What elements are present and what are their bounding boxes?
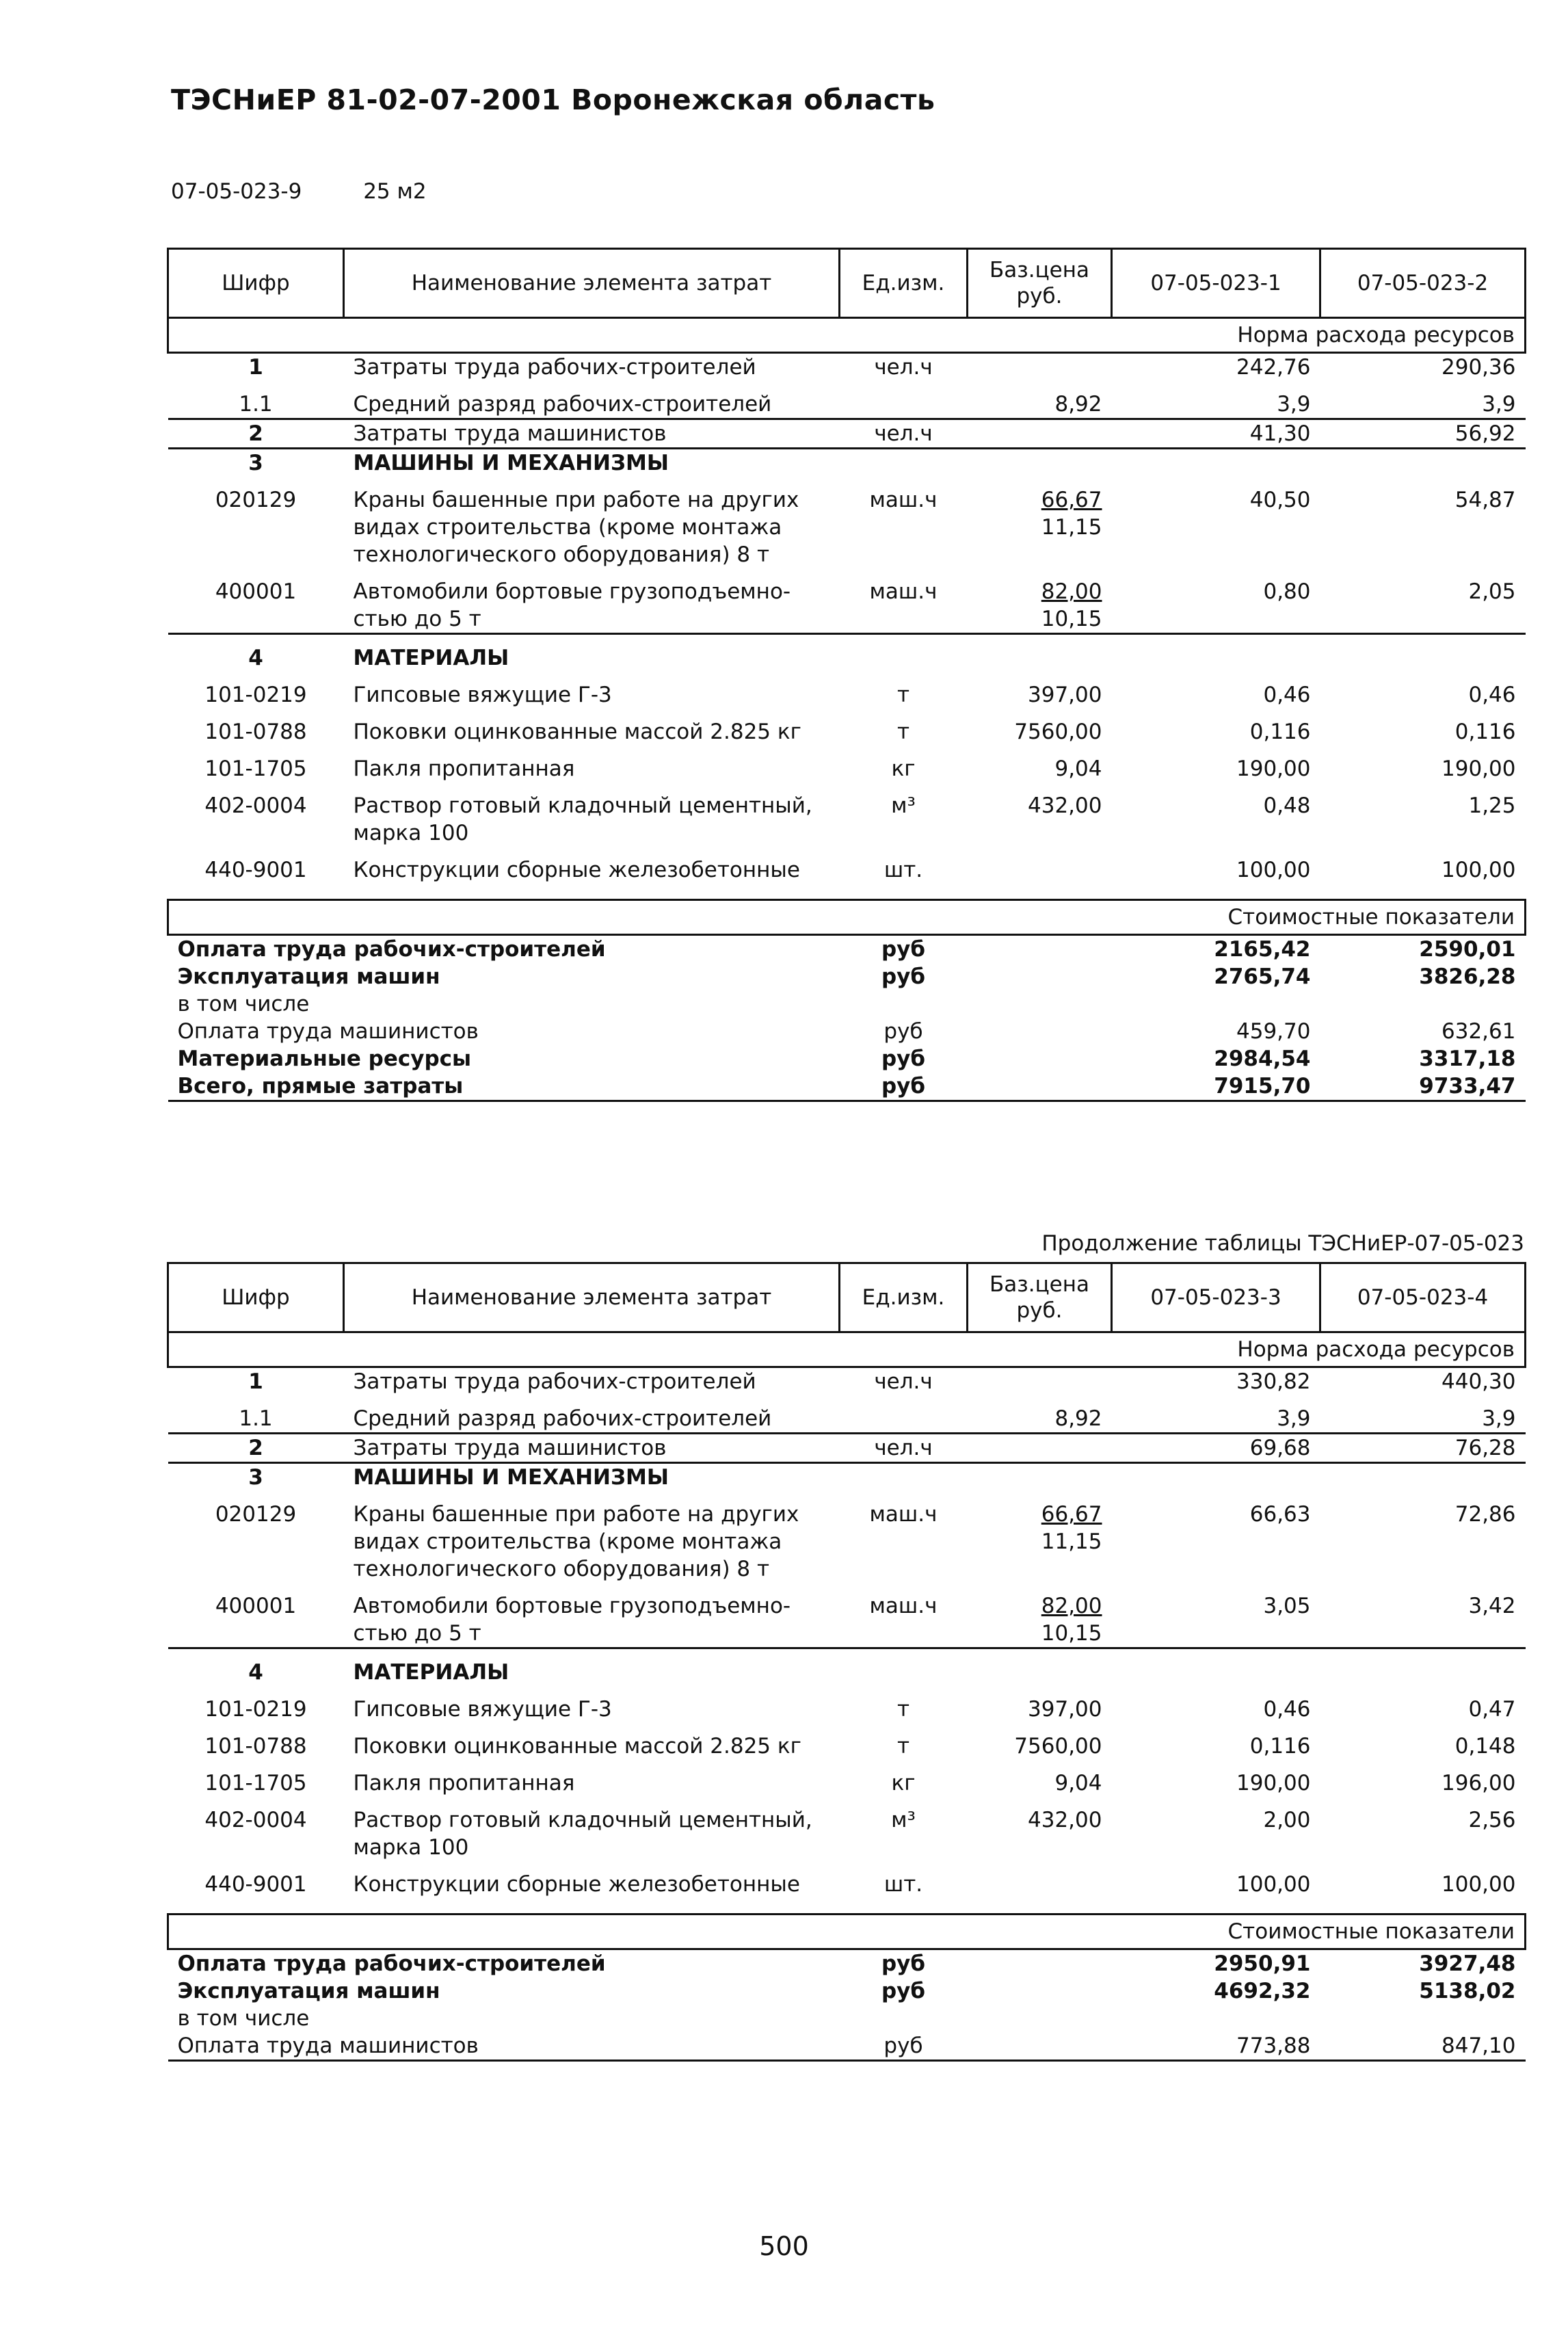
table-row <box>168 847 1526 900</box>
row-value-b: 76,28 <box>1320 1434 1526 1463</box>
cost-value-a: 2984,54 <box>1214 1047 1311 1071</box>
cost-empty <box>968 990 1112 1018</box>
column-header-price <box>968 249 1112 318</box>
row-price <box>968 746 1112 782</box>
table-row <box>168 782 1526 847</box>
table-row <box>168 381 1526 419</box>
row-unit: чел.ч <box>874 355 933 380</box>
row-value-a: 100,00 <box>1236 1872 1311 1897</box>
cost-value-a <box>1112 2005 1320 2032</box>
row-code: 101-0788 <box>204 720 307 744</box>
row-unit: маш.ч <box>869 1502 938 1527</box>
row-price <box>968 1648 1112 1687</box>
row-unit: чел.ч <box>840 1434 968 1463</box>
row-price-value: 9,04 <box>1054 756 1102 781</box>
row-name: Раствор готовый кладочный цементный, марка 100 <box>353 793 812 845</box>
row-price <box>968 1797 1112 1861</box>
row-code: 1.1 <box>239 392 273 417</box>
cost-unit: руб <box>840 1073 968 1101</box>
row-unit: маш.ч <box>869 488 938 512</box>
row-code: 440-9001 <box>204 858 307 882</box>
row-price <box>968 782 1112 847</box>
row-name: Затраты труда машинистов <box>344 1434 840 1463</box>
row-unit: шт. <box>883 858 923 882</box>
cost-unit: руб <box>883 1019 923 1044</box>
cost-empty <box>968 1949 1112 1978</box>
row-value-a <box>1112 634 1320 672</box>
row-unit <box>840 381 968 419</box>
cost-unit: руб <box>881 937 926 962</box>
page-number: 500 <box>759 2231 809 2261</box>
row-value-b: 3,42 <box>1468 1594 1516 1618</box>
row-value-a <box>1112 1648 1320 1687</box>
table-row <box>168 1861 1526 1915</box>
cost-empty <box>968 2005 1112 2032</box>
row-price <box>968 568 1112 634</box>
cost-name: в том числе <box>177 992 310 1016</box>
cost-name: в том числе <box>177 2006 310 2031</box>
row-price <box>968 709 1112 746</box>
row-unit: чел.ч <box>874 1369 933 1394</box>
column-header-price-line2: руб. <box>1016 1298 1063 1323</box>
table-row <box>168 1723 1526 1760</box>
cost-value-b: 9733,47 <box>1320 1073 1526 1101</box>
row-value-a: 66,63 <box>1249 1502 1311 1527</box>
row-value-b <box>1320 449 1526 477</box>
row-code: 402-0004 <box>204 793 307 818</box>
row-code: 101-0219 <box>204 683 307 707</box>
column-header-code-b: 07-05-023-2 <box>1320 249 1526 318</box>
row-value-b: 100,00 <box>1441 1872 1516 1897</box>
row-value-b: 54,87 <box>1454 488 1516 512</box>
row-unit <box>840 1463 968 1492</box>
cost-name: Эксплуатация машин <box>177 964 440 989</box>
row-price-value: 7560,00 <box>1014 1734 1102 1759</box>
cost-value-b <box>1320 990 1526 1018</box>
table-row <box>168 1367 1526 1396</box>
cost-section-label: Стоимостные показатели <box>168 1915 1526 1949</box>
table-row <box>168 477 1526 568</box>
cost-unit <box>840 990 968 1018</box>
table-row <box>168 746 1526 782</box>
row-value-b: 196,00 <box>1441 1771 1516 1795</box>
cost-empty <box>968 1045 1112 1073</box>
row-code: 1 <box>248 1369 263 1394</box>
row-price <box>968 1760 1112 1797</box>
row-price <box>968 1463 1112 1492</box>
cost-row <box>168 935 1526 964</box>
column-header-price-line1: Баз.цена <box>989 258 1090 282</box>
row-code: 020129 <box>215 1502 297 1527</box>
row-price-wage: 11,15 <box>1041 515 1102 540</box>
row-price <box>968 477 1112 568</box>
row-name: Поковки оцинкованные массой 2.825 кг <box>353 720 801 744</box>
cost-empty <box>968 1018 1112 1045</box>
cost-empty <box>968 1073 1112 1101</box>
row-value-b: 72,86 <box>1454 1502 1516 1527</box>
cost-name: Материальные ресурсы <box>177 1047 472 1071</box>
cost-name: Оплата труда машинистов <box>168 2032 840 2061</box>
row-price <box>968 1395 1112 1434</box>
row-name: Средний разряд рабочих-строителей <box>353 392 772 417</box>
cost-value-b: 847,10 <box>1320 2032 1526 2061</box>
table-row <box>168 672 1526 709</box>
row-value-a: 0,46 <box>1263 1697 1311 1722</box>
row-price-value: 8,92 <box>1054 1406 1102 1431</box>
cost-value-b: 3317,18 <box>1419 1047 1516 1071</box>
row-unit <box>840 634 968 672</box>
row-name: Краны башенные при работе на других видах строительства (кроме монтажа технологического оборудования) 8 т <box>353 1502 799 1581</box>
row-unit: кг <box>891 1771 916 1795</box>
table-row <box>168 449 1526 477</box>
row-price <box>968 449 1112 477</box>
row-value-a: 242,76 <box>1236 355 1311 380</box>
row-price <box>968 1861 1112 1915</box>
row-name: Краны башенные при работе на других видах строительства (кроме монтажа технологического оборудования) 8 т <box>353 488 799 567</box>
row-price <box>968 847 1112 900</box>
row-price-value: 397,00 <box>1028 683 1102 707</box>
cost-row <box>168 1018 1526 1045</box>
row-code: 400001 <box>215 579 297 604</box>
row-code: 400001 <box>215 1594 297 1618</box>
row-value-a: 0,116 <box>1249 1734 1311 1759</box>
row-value-a: 2,00 <box>1263 1808 1311 1832</box>
row-price <box>968 1723 1112 1760</box>
table-row <box>168 1648 1526 1687</box>
cost-name: Эксплуатация машин <box>177 1979 440 2003</box>
cost-name: Оплата труда рабочих-строителей <box>177 1951 606 1976</box>
row-price <box>968 1491 1112 1583</box>
column-header-price <box>968 1263 1112 1332</box>
norm-section-label: Норма расхода ресурсов <box>168 318 1526 353</box>
row-price-wage: 10,15 <box>1041 607 1102 631</box>
table-row <box>168 419 1526 449</box>
row-code: 101-0219 <box>204 1697 307 1722</box>
row-unit: т <box>896 1734 910 1759</box>
cost-unit: руб <box>881 1951 926 1976</box>
column-header-price-line2: руб. <box>1016 284 1063 308</box>
row-value-b: 0,116 <box>1454 720 1516 744</box>
cost-value-b: 632,61 <box>1441 1019 1516 1044</box>
norm-section-label: Норма расхода ресурсов <box>168 1332 1526 1367</box>
row-code: 402-0004 <box>204 1808 307 1832</box>
row-value-a: 100,00 <box>1236 858 1311 882</box>
row-name: Конструкции сборные железобетонные <box>353 1872 800 1897</box>
cost-value-a: 773,88 <box>1112 2032 1320 2061</box>
table-row <box>168 1463 1526 1492</box>
row-unit: шт. <box>883 1872 923 1897</box>
row-name: Пакля пропитанная <box>353 756 575 781</box>
row-value-b: 1,25 <box>1468 793 1516 818</box>
cost-empty <box>968 963 1112 990</box>
row-code: 4 <box>168 634 344 672</box>
cost-value-b: 2590,01 <box>1419 937 1516 962</box>
row-name: МАШИНЫ И МЕХАНИЗМЫ <box>344 1463 840 1492</box>
cost-unit: руб <box>840 2032 968 2061</box>
row-unit: м³ <box>891 793 916 818</box>
cost-unit: руб <box>881 1047 926 1071</box>
row-price <box>968 672 1112 709</box>
row-value-b: 100,00 <box>1441 858 1516 882</box>
row-value-a: 40,50 <box>1249 488 1311 512</box>
row-unit: маш.ч <box>869 1594 938 1618</box>
column-header-price-line1: Баз.цена <box>989 1272 1090 1297</box>
table-row <box>168 709 1526 746</box>
table-row <box>168 1434 1526 1463</box>
column-header-code-b: 07-05-023-4 <box>1320 1263 1526 1332</box>
row-value-b <box>1320 1463 1526 1492</box>
row-name: Автомобили бортовые грузоподъемно-стью до 5 т <box>353 579 791 631</box>
row-price <box>968 381 1112 419</box>
row-value-b: 3,9 <box>1482 1406 1516 1431</box>
row-value-a <box>1112 1463 1320 1492</box>
table-row <box>168 1491 1526 1583</box>
row-unit <box>840 1648 968 1687</box>
cost-row <box>168 1977 1526 2005</box>
row-code: 3 <box>168 449 344 477</box>
table-unit: 25 м2 <box>363 179 427 204</box>
row-price-value: 82,00 <box>1041 1594 1102 1618</box>
row-value-b: 56,92 <box>1320 419 1526 449</box>
row-value-b: 0,47 <box>1468 1697 1516 1722</box>
row-code: 101-1705 <box>204 1771 307 1795</box>
cost-row <box>168 2032 1526 2061</box>
row-name: МАТЕРИАЛЫ <box>344 634 840 672</box>
row-name: Раствор готовый кладочный цементный, марка 100 <box>353 1808 812 1860</box>
row-name: МАТЕРИАЛЫ <box>344 1648 840 1687</box>
cost-name: Оплата труда машинистов <box>177 1019 479 1044</box>
row-name: Затраты труда рабочих-строителей <box>353 355 756 380</box>
row-code: 020129 <box>215 488 297 512</box>
row-price <box>968 419 1112 449</box>
cost-unit: руб <box>881 964 926 989</box>
row-price <box>968 1434 1112 1463</box>
cost-value-b: 3927,48 <box>1419 1951 1516 1976</box>
row-code: 1.1 <box>239 1406 273 1431</box>
cost-row <box>168 2005 1526 2032</box>
row-price-value: 82,00 <box>1041 579 1102 604</box>
cost-row <box>168 1073 1526 1101</box>
column-header-unit: Ед.изм. <box>840 1263 968 1332</box>
table-row <box>168 1686 1526 1723</box>
table-code: 07-05-023-9 <box>171 179 302 204</box>
row-name: Гипсовые вяжущие Г-3 <box>353 1697 612 1722</box>
row-value-a: 3,9 <box>1277 1406 1311 1431</box>
row-value-a: 69,68 <box>1112 1434 1320 1463</box>
column-header-shifr: Шифр <box>168 1263 344 1332</box>
cost-row <box>168 1949 1526 1978</box>
row-price <box>968 1367 1112 1396</box>
row-value-a: 0,116 <box>1249 720 1311 744</box>
row-value-b: 190,00 <box>1441 756 1516 781</box>
row-price-value: 9,04 <box>1054 1771 1102 1795</box>
cost-value-b <box>1320 2005 1526 2032</box>
row-name: Гипсовые вяжущие Г-3 <box>353 683 612 707</box>
row-value-a: 0,46 <box>1263 683 1311 707</box>
table-row <box>168 1797 1526 1861</box>
continuation-note: Продолжение таблицы ТЭСНиЕР-07-05-023 <box>1041 1231 1524 1256</box>
row-unit: чел.ч <box>840 419 968 449</box>
row-unit: кг <box>891 756 916 781</box>
row-price-value: 432,00 <box>1028 1808 1102 1832</box>
resource-table-2 <box>167 1262 1526 2062</box>
table-row <box>168 1395 1526 1434</box>
cost-name: Всего, прямые затраты <box>168 1073 840 1101</box>
row-value-a <box>1112 449 1320 477</box>
row-value-a: 330,82 <box>1236 1369 1311 1394</box>
table-row <box>168 568 1526 634</box>
row-unit <box>840 449 968 477</box>
column-header-unit: Ед.изм. <box>840 249 968 318</box>
table-row <box>168 1760 1526 1797</box>
cost-row <box>168 1045 1526 1073</box>
row-value-b: 3,9 <box>1482 392 1516 417</box>
row-price-value: 8,92 <box>1054 392 1102 417</box>
row-value-b: 2,05 <box>1468 579 1516 604</box>
column-header-code-a: 07-05-023-3 <box>1112 1263 1320 1332</box>
row-value-a: 3,9 <box>1277 392 1311 417</box>
cost-empty <box>968 935 1112 964</box>
cost-value-b: 5138,02 <box>1419 1979 1516 2003</box>
cost-value-a: 2165,42 <box>1214 937 1311 962</box>
cost-row <box>168 990 1526 1018</box>
cost-unit <box>840 2005 968 2032</box>
table-row <box>168 353 1526 382</box>
row-code: 101-1705 <box>204 756 307 781</box>
cost-value-a <box>1112 990 1320 1018</box>
row-value-b <box>1320 634 1526 672</box>
row-value-b: 290,36 <box>1441 355 1516 380</box>
cost-value-a: 2765,74 <box>1214 964 1311 989</box>
row-price-wage: 11,15 <box>1041 1529 1102 1554</box>
row-unit <box>840 1395 968 1434</box>
row-unit: маш.ч <box>869 579 938 604</box>
row-code: 2 <box>168 1434 344 1463</box>
row-unit: т <box>896 683 910 707</box>
row-value-b: 2,56 <box>1468 1808 1516 1832</box>
row-value-a: 190,00 <box>1236 1771 1311 1795</box>
row-price-wage: 10,15 <box>1041 1621 1102 1646</box>
row-price-value: 66,67 <box>1041 1502 1102 1527</box>
table-row <box>168 1583 1526 1648</box>
cost-value-a: 2950,91 <box>1214 1951 1311 1976</box>
cost-value-a: 459,70 <box>1236 1019 1311 1044</box>
row-name: Пакля пропитанная <box>353 1771 575 1795</box>
row-name: Затраты труда рабочих-строителей <box>353 1369 756 1394</box>
row-name: Поковки оцинкованные массой 2.825 кг <box>353 1734 801 1759</box>
row-code: 101-0788 <box>204 1734 307 1759</box>
column-header-name: Наименование элемента затрат <box>344 1263 840 1332</box>
row-value-a: 190,00 <box>1236 756 1311 781</box>
row-value-b: 0,46 <box>1468 683 1516 707</box>
row-price <box>968 353 1112 382</box>
resource-table-1 <box>167 248 1526 1102</box>
row-unit: т <box>896 720 910 744</box>
row-name: Затраты труда машинистов <box>344 419 840 449</box>
row-value-b <box>1320 1648 1526 1687</box>
row-value-a: 0,48 <box>1263 793 1311 818</box>
row-code: 3 <box>168 1463 344 1492</box>
row-price-value: 432,00 <box>1028 793 1102 818</box>
cost-empty <box>968 1977 1112 2005</box>
column-header-shifr: Шифр <box>168 249 344 318</box>
row-price-value: 66,67 <box>1041 488 1102 512</box>
column-header-code-a: 07-05-023-1 <box>1112 249 1320 318</box>
row-value-a: 3,05 <box>1263 1594 1311 1618</box>
cost-value-a: 7915,70 <box>1112 1073 1320 1101</box>
cost-name: Оплата труда рабочих-строителей <box>177 937 606 962</box>
row-price <box>968 1583 1112 1648</box>
cost-value-a: 4692,32 <box>1214 1979 1311 2003</box>
cost-section-label: Стоимостные показатели <box>168 900 1526 935</box>
row-name: Средний разряд рабочих-строителей <box>353 1406 772 1431</box>
row-unit: м³ <box>891 1808 916 1832</box>
row-price <box>968 634 1112 672</box>
row-code: 4 <box>168 1648 344 1687</box>
row-name: Конструкции сборные железобетонные <box>353 858 800 882</box>
row-price-value: 397,00 <box>1028 1697 1102 1722</box>
row-code: 440-9001 <box>204 1872 307 1897</box>
table-row <box>168 634 1526 672</box>
cost-unit: руб <box>881 1979 926 2003</box>
row-price-value: 7560,00 <box>1014 720 1102 744</box>
row-code: 2 <box>168 419 344 449</box>
row-code: 1 <box>248 355 263 380</box>
column-header-name: Наименование элемента затрат <box>344 249 840 318</box>
cost-empty <box>968 2032 1112 2061</box>
row-price <box>968 1686 1112 1723</box>
row-name: Автомобили бортовые грузоподъемно-стью до 5 т <box>353 1594 791 1646</box>
table-subheader <box>171 179 427 204</box>
row-value-a: 0,80 <box>1263 579 1311 604</box>
row-unit: т <box>896 1697 910 1722</box>
row-value-b: 440,30 <box>1441 1369 1516 1394</box>
cost-row <box>168 963 1526 990</box>
row-value-b: 0,148 <box>1454 1734 1516 1759</box>
cost-value-b: 3826,28 <box>1419 964 1516 989</box>
row-value-a: 41,30 <box>1112 419 1320 449</box>
row-name: МАШИНЫ И МЕХАНИЗМЫ <box>344 449 840 477</box>
document-title: ТЭСНиЕР 81-02-07-2001 Воронежская область <box>171 83 935 116</box>
